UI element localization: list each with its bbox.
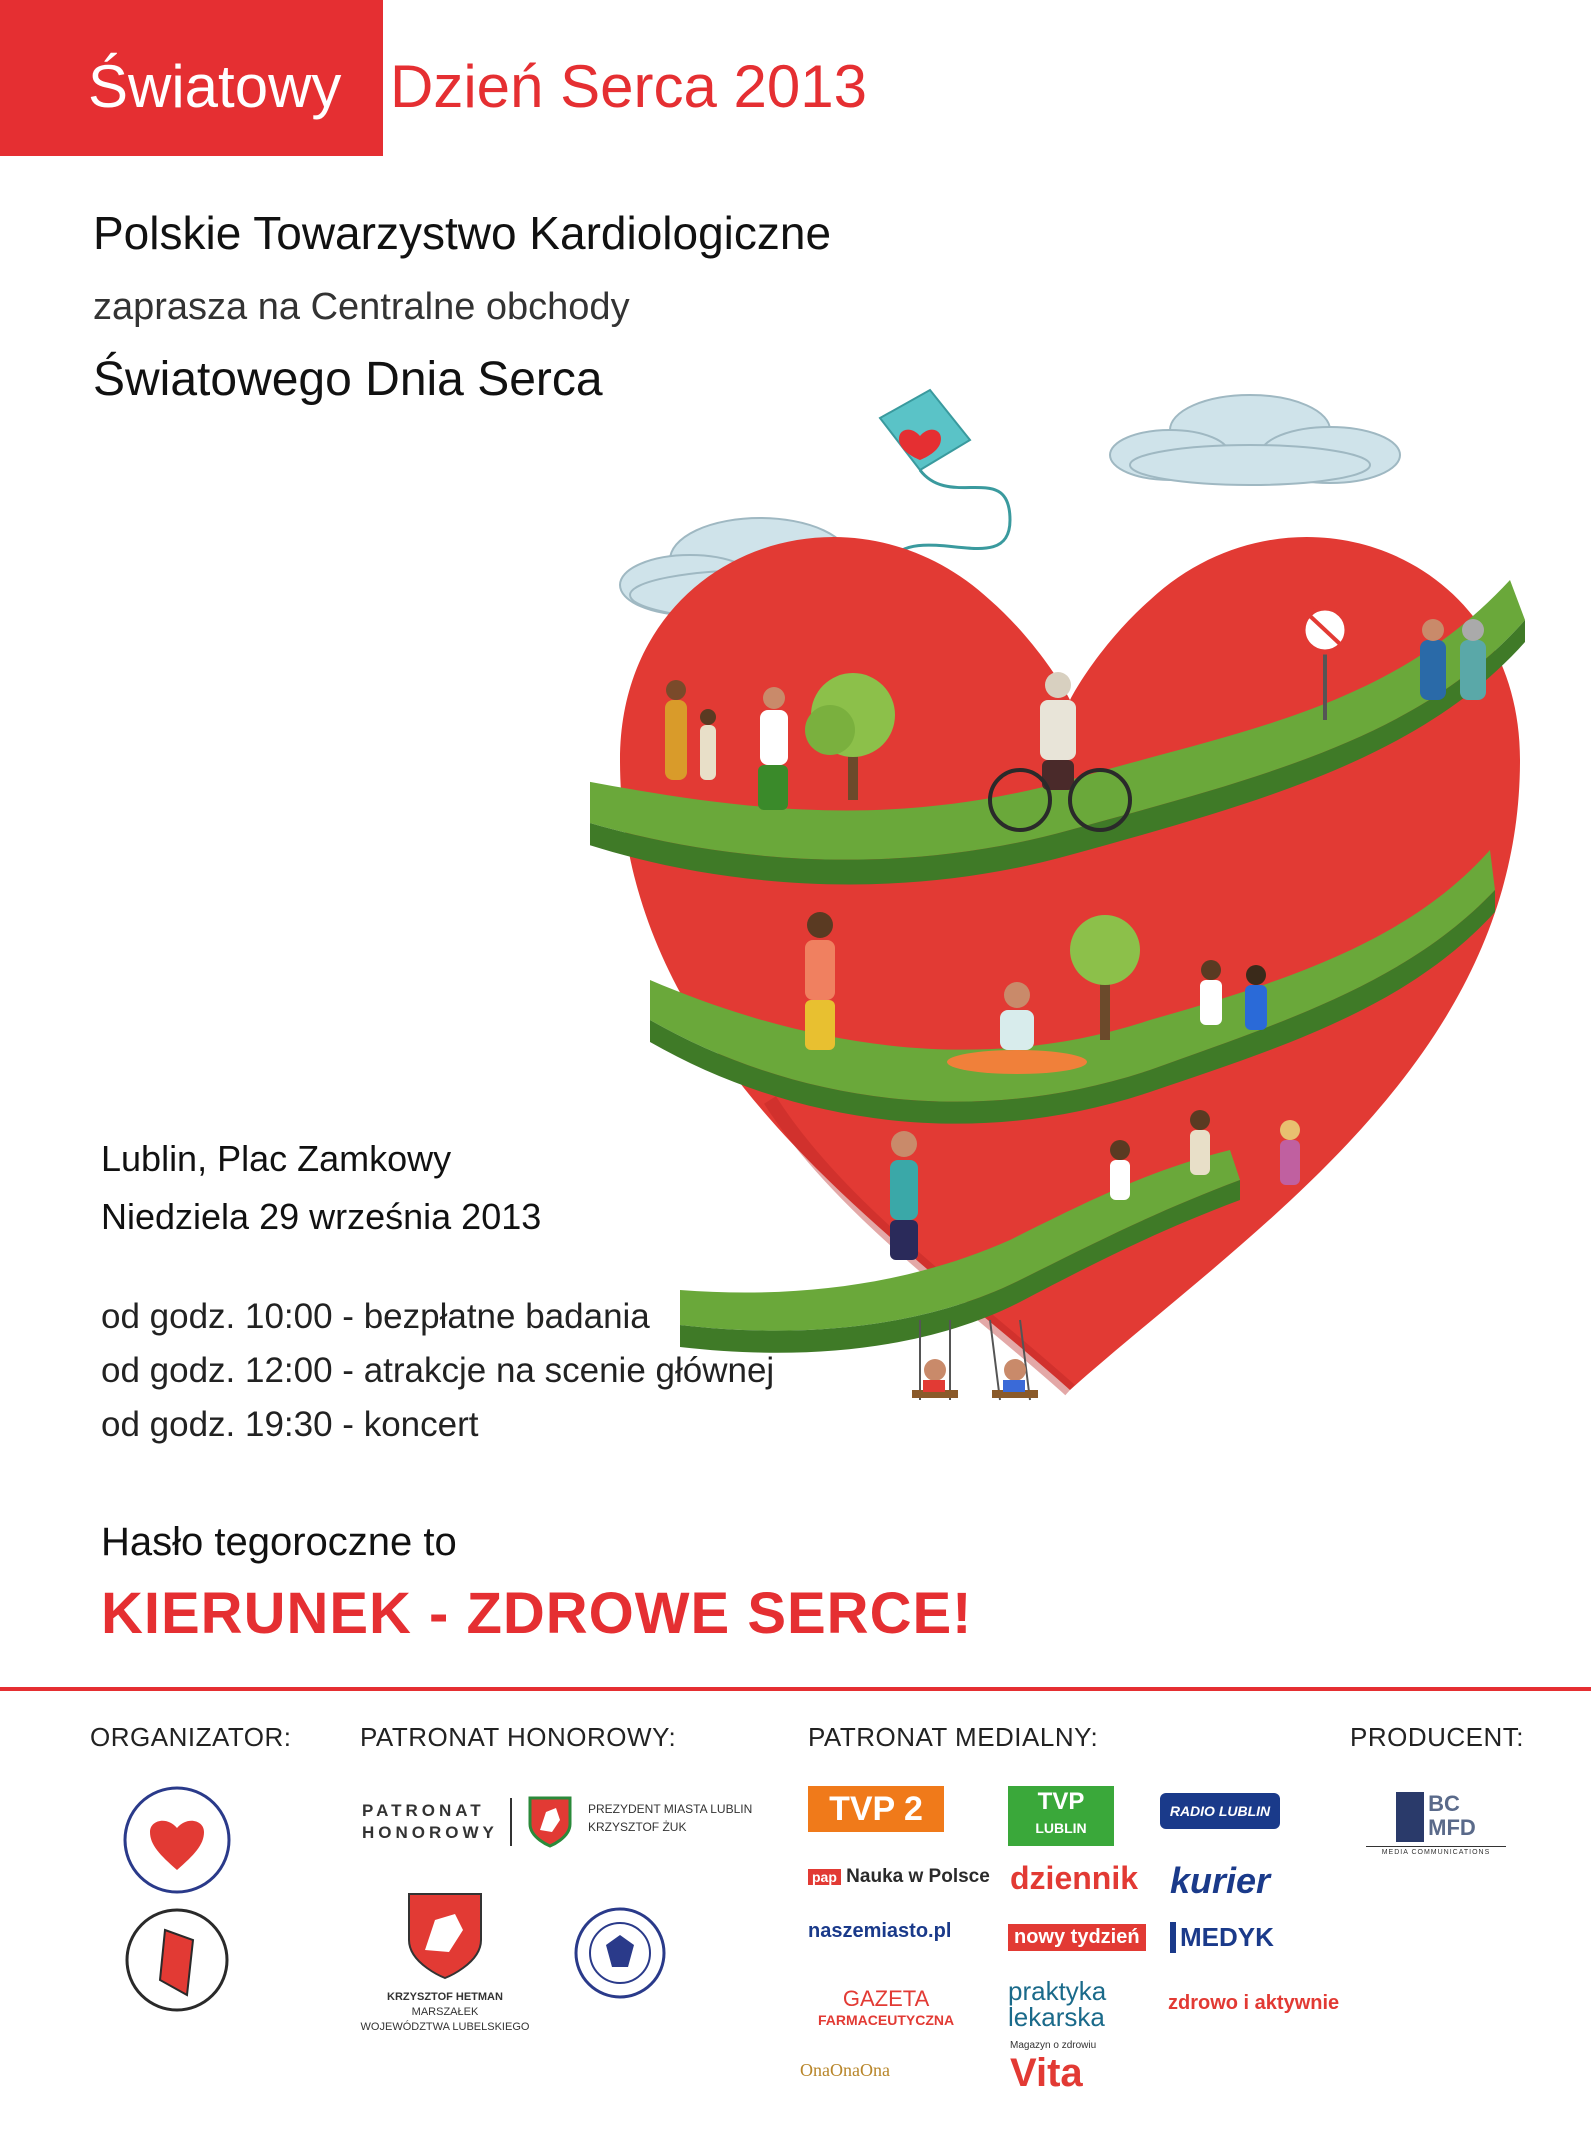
- naszemiasto-logo: naszemiasto.pl: [808, 1920, 952, 1942]
- mayor-text: PREZYDENT MIASTA LUBLIN KRZYSZTOF ŻUK: [588, 1802, 753, 1834]
- radio-lublin-logo: RADIO LUBLIN: [1160, 1793, 1280, 1829]
- schedule-item: od godz. 12:00 - atrakcje na scenie głównej: [101, 1351, 775, 1390]
- cloud-right: [1110, 395, 1400, 485]
- schedule-item: od godz. 10:00 - bezpłatne badania: [101, 1297, 650, 1336]
- title-part2: Dzień Serca 2013: [390, 53, 867, 120]
- title-part1: Światowy: [88, 53, 342, 120]
- medyk-logo: MEDYK: [1170, 1922, 1274, 1953]
- producer-logo: BC MFD MEDIA COMMUNICATIONS: [1366, 1792, 1506, 1856]
- nowy-tydzien-logo: nowy tydzień: [1008, 1924, 1146, 1951]
- university-seal-icon: [572, 1905, 668, 2001]
- invitation-text: zaprasza na Centralne obchody: [93, 286, 630, 328]
- schedule-item: od godz. 19:30 - koncert: [101, 1405, 479, 1444]
- ptk-logo: [105, 1780, 250, 1900]
- event-name: Światowego Dnia Serca: [93, 353, 603, 406]
- lublin-crest-icon: [526, 1794, 574, 1850]
- event-schedule: [101, 1290, 774, 1452]
- badge-separator: [510, 1798, 512, 1846]
- organizer-name: Polskie Towarzystwo Kardiologiczne: [93, 207, 832, 259]
- nauka-logo: pap Nauka w Polsce: [808, 1866, 990, 1888]
- honorary-label: PATRONAT HONOROWY:: [360, 1722, 677, 1752]
- praktyka-lekarska-logo: praktyka lekarska: [1008, 1976, 1107, 2032]
- event-date: Niedziela 29 września 2013: [101, 1196, 542, 1237]
- media-label: PATRONAT MEDIALNY:: [808, 1722, 1099, 1752]
- ptk-lubelski-logo: [115, 1900, 240, 2020]
- event-place: Lublin, Plac Zamkowy: [101, 1138, 452, 1179]
- zdrowo-aktywnie-logo: zdrowo i aktywnie: [1168, 1992, 1340, 2014]
- marshal-text: KRZYSZTOF HETMAN MARSZAŁEK WOJEWÓDZTWA LUBELSKIEGO: [360, 1991, 530, 2033]
- slogan-intro: Hasło tegoroczne to: [101, 1520, 457, 1564]
- slogan-text: KIERUNEK - ZDROWE SERCE!: [101, 1581, 973, 1646]
- vita-logo: Magazyn o zdrowiu Vita: [1010, 2040, 1097, 2095]
- lubelskie-crest-icon: [405, 1890, 485, 1982]
- onaona-logo: OnaOnaOna: [800, 2060, 890, 2080]
- producer-label: PRODUCENT:: [1350, 1722, 1525, 1752]
- tvp-lublin-logo: TVP LUBLIN: [1008, 1786, 1114, 1846]
- organizer-label: ORGANIZATOR:: [90, 1722, 292, 1752]
- event-location-date: [101, 1130, 541, 1246]
- dziennik-logo: dziennik: [1010, 1860, 1139, 1896]
- producer-logo-block: [1396, 1792, 1424, 1842]
- gazeta-farmaceutyczna-logo: GAZETA FARMACEUTYCZNA: [818, 1986, 955, 2028]
- tvp2-logo: TVP 2: [808, 1786, 944, 1832]
- footer-divider: [0, 1687, 1591, 1691]
- honorary-badge: PATRONAT HONOROWY: [362, 1801, 498, 1842]
- kurier-logo: kurier: [1170, 1860, 1271, 1901]
